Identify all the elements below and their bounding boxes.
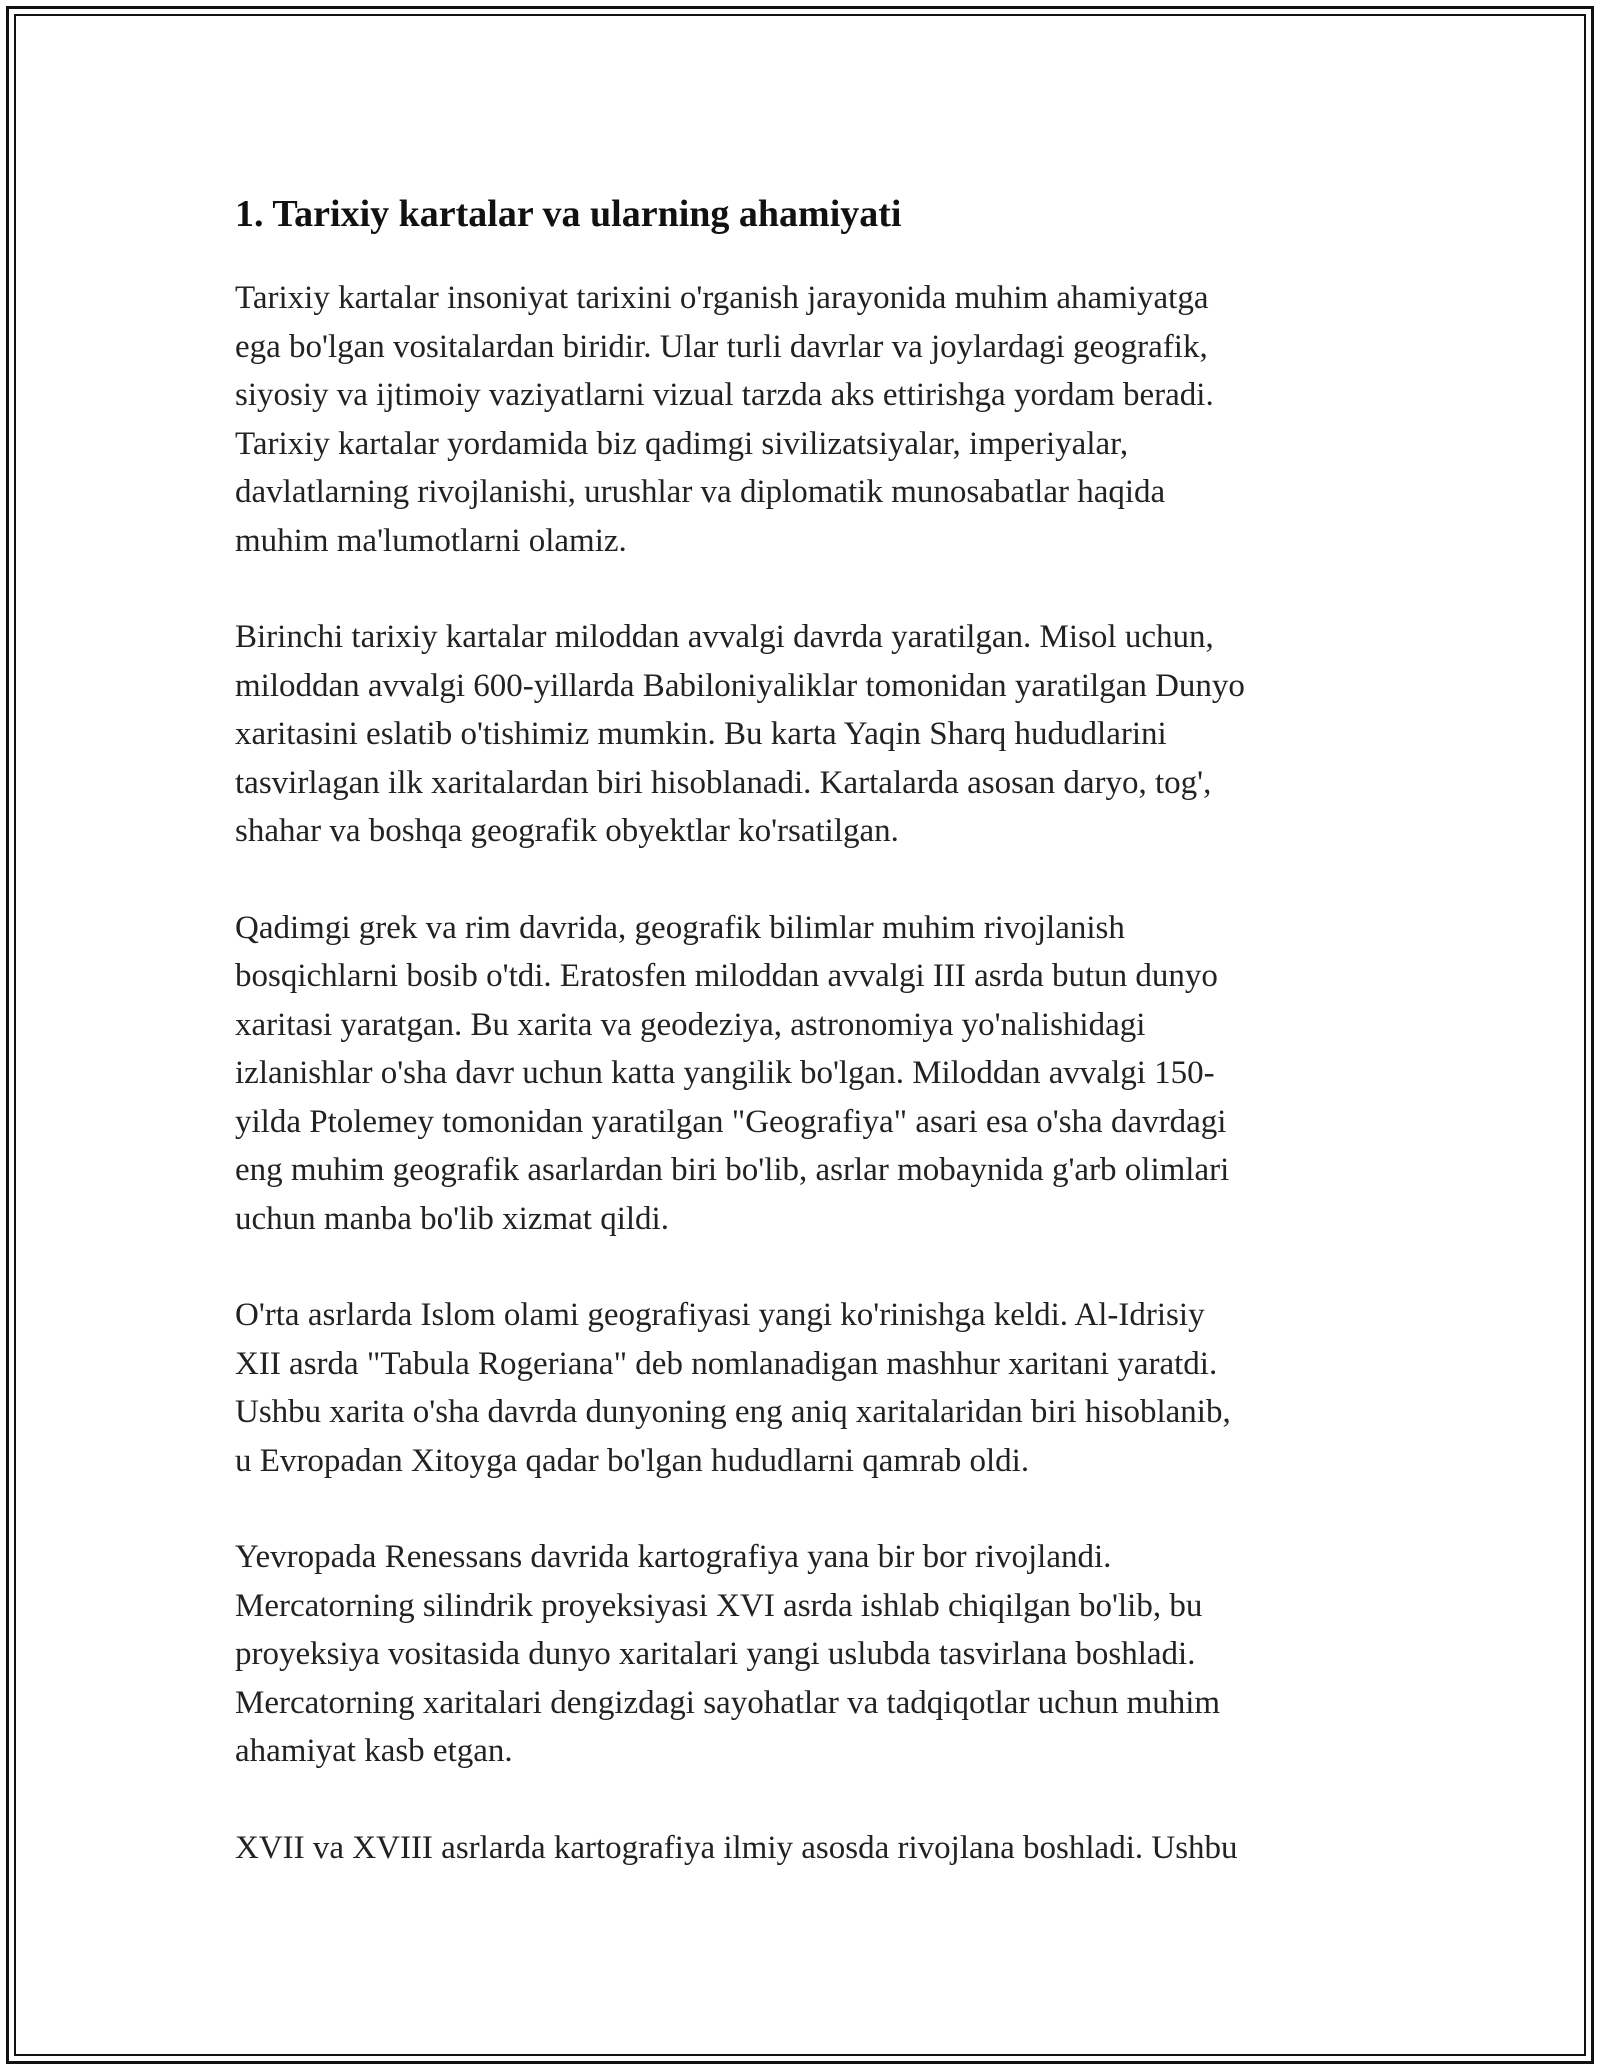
text-line: Qadimgi grek va rim davrida, geografik bilimlar muhim rivojlanish xyxy=(235,909,1125,946)
paragraph-2 xyxy=(235,613,1365,856)
paragraph-4 xyxy=(235,1291,1365,1485)
text-line: Tarixiy kartalar insoniyat tarixini o'rganish jarayonida muhim ahamiyatga xyxy=(235,280,1209,316)
text-line: siyosiy va ijtimoiy vaziyatlarni vizual tarzda aks ettirishga yordam beradi. xyxy=(235,377,1214,413)
paragraph-5 xyxy=(235,1533,1365,1776)
text-line: uchun manba bo'lib xizmat qildi. xyxy=(235,1200,669,1237)
section-heading: 1. Tarixiy kartalar va ularning ahamiyati xyxy=(235,193,902,235)
paragraph-1 xyxy=(235,274,1365,565)
text-line: XVII va XVIII asrlarda kartografiya ilmiy asosda rivojlana boshladi. Ushbu xyxy=(235,1829,1238,1866)
text-line: XII asrda "Tabula Rogeriana" deb nomlanadigan mashhur xaritani yaratdi. xyxy=(235,1345,1218,1382)
text-line: xaritasini eslatib o'tishimiz mumkin. Bu karta Yaqin Sharq hududlarini xyxy=(235,716,1167,752)
text-line: Yevropada Renessans davrida kartografiya yana bir bor rivojlandi. xyxy=(235,1539,1112,1575)
text-line: yilda Ptolemey tomonidan yaratilgan "Geografiya" asari esa o'sha davrdagi xyxy=(235,1103,1227,1140)
document-body xyxy=(235,184,1365,1920)
text-line: ega bo'lgan vositalardan biridir. Ular turli davrlar va joylardagi geografik, xyxy=(235,328,1208,365)
text-line: O'rta asrlarda Islom olami geografiyasi yangi ko'rinishga keldi. Al-Idrisiy xyxy=(235,1297,1205,1333)
text-line: Tarixiy kartalar yordamida biz qadimgi sivilizatsiyalar, imperiyalar, xyxy=(235,425,1129,462)
text-line: tasvirlagan ilk xaritalardan biri hisoblanadi. Kartalarda asosan daryo, tog', xyxy=(235,764,1212,801)
text-line: bosqichlarni bosib o'tdi. Eratosfen miloddan avvalgi III asrda butun dunyo xyxy=(235,958,1218,994)
paragraph-6 xyxy=(235,1824,1365,1873)
text-line: Ushbu xarita o'sha davrda dunyoning eng aniq xaritalaridan biri hisoblanib, xyxy=(235,1394,1231,1430)
text-line: eng muhim geografik asarlardan biri bo'lib, asrlar mobaynida g'arb olimlari xyxy=(235,1152,1230,1188)
text-line: izlanishlar o'sha davr uchun katta yangilik bo'lgan. Miloddan avvalgi 150- xyxy=(235,1055,1215,1091)
text-line: Mercatorning xaritalari dengizdagi sayohatlar va tadqiqotlar uchun muhim xyxy=(235,1684,1221,1721)
text-line: miloddan avvalgi 600-yillarda Babiloniyaliklar tomonidan yaratilgan Dunyo xyxy=(235,667,1245,704)
text-line: proyeksiya vositasida dunyo xaritalari yangi uslubda tasvirlana boshladi. xyxy=(235,1636,1196,1672)
text-line: ahamiyat kasb etgan. xyxy=(235,1733,513,1769)
text-line: davlatlarning rivojlanishi, urushlar va diplomatik munosabatlar haqida xyxy=(235,474,1166,510)
text-line: muhim ma'lumotlarni olamiz. xyxy=(235,522,627,559)
paragraph-3 xyxy=(235,904,1365,1244)
text-line: xaritasi yaratgan. Bu xarita va geodeziya, astronomiya yo'nalishidagi xyxy=(235,1006,1146,1043)
text-line: Mercatorning silindrik proyeksiyasi XVI asrda ishlab chiqilgan bo'lib, bu xyxy=(235,1587,1203,1624)
text-line: Birinchi tarixiy kartalar miloddan avvalgi davrda yaratilgan. Misol uchun, xyxy=(235,619,1214,655)
text-line: u Evropadan Xitoyga qadar bo'lgan hududlarni qamrab oldi. xyxy=(235,1442,1030,1479)
text-line: shahar va boshqa geografik obyektlar ko'rsatilgan. xyxy=(235,813,899,849)
